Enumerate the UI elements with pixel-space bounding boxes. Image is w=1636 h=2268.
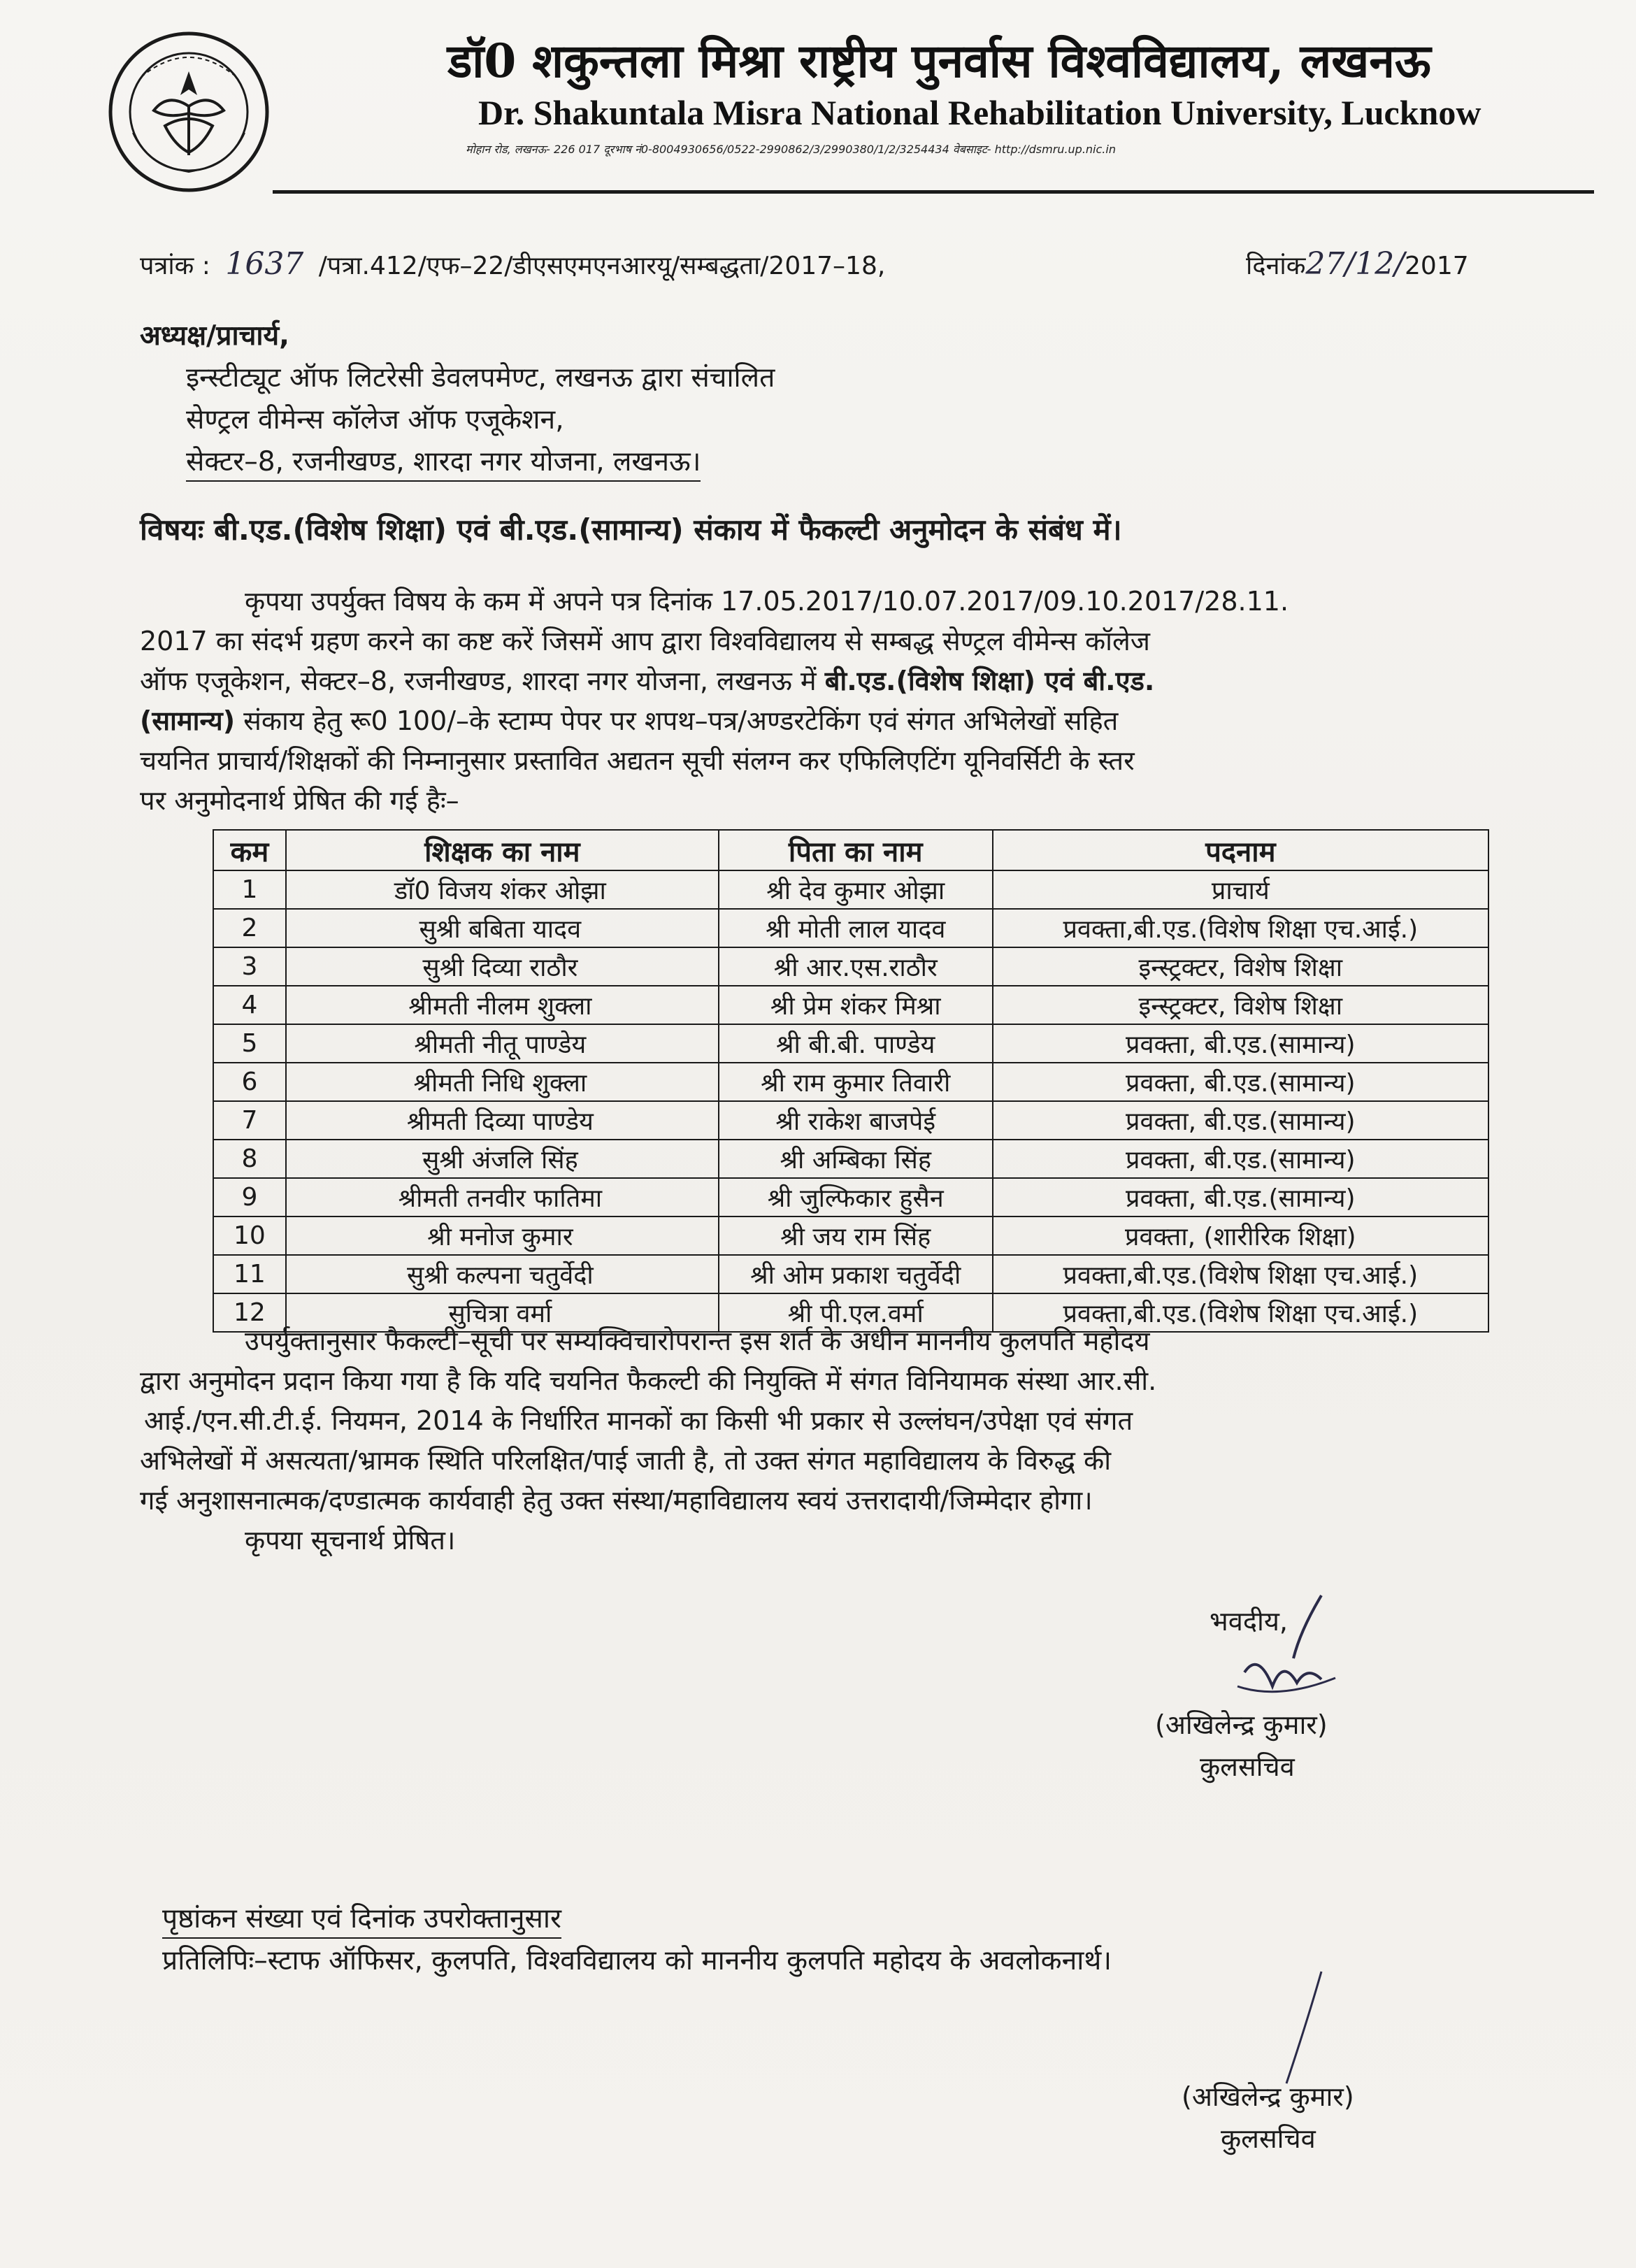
teacher-name-cell: सुश्री दिव्या राठौर bbox=[286, 947, 719, 986]
table-header-row bbox=[213, 830, 1488, 870]
body-paragraph-2 bbox=[140, 1321, 1489, 1560]
serial-cell: 9 bbox=[213, 1178, 286, 1216]
father-name-cell: श्री राम कुमार तिवारी bbox=[719, 1063, 993, 1101]
column-header-designation: पदनाम bbox=[993, 830, 1488, 870]
body2-line-4: अभिलेखों में असत्यता/भ्रामक स्थिति परिलक्षित/पाई जाती है, तो उक्त संगत महाविद्यालय के विरुद्ध की bbox=[140, 1445, 1112, 1476]
designation-cell: इन्स्ट्रक्टर, विशेष शिक्षा bbox=[993, 947, 1488, 986]
body1-line-5: चयनित प्राचार्य/शिक्षकों की निम्नानुसार प्रस्तावित अद्यतन सूची संलग्न कर एफिलिएटिंग यूनिवर्सिटी के स्तर bbox=[140, 745, 1135, 776]
addressee-line-1: अध्यक्ष/प्राचार्य, bbox=[140, 320, 289, 352]
designation-cell: इन्स्ट्रक्टर, विशेष शिक्षा bbox=[993, 986, 1488, 1024]
serial-cell: 10 bbox=[213, 1216, 286, 1255]
header-divider bbox=[273, 190, 1594, 194]
body1-line-4-bold: (सामान्य) bbox=[140, 705, 236, 736]
serial-cell: 1 bbox=[213, 870, 286, 909]
body2-line-5: गई अनुशासनात्मक/दण्डात्मक कार्यवाही हेतु उक्त संस्था/महाविद्यालय स्वयं उत्तरादायी/जिम्मेदार होगा। bbox=[140, 1485, 1093, 1516]
teacher-name-cell: श्रीमती नीलम शुक्ला bbox=[286, 986, 719, 1024]
closing-salutation: भवदीय, bbox=[1210, 1606, 1288, 1637]
designation-cell: प्रवक्ता,बी.एड.(विशेष शिक्षा एच.आई.) bbox=[993, 1293, 1488, 1332]
father-name-cell: श्री बी.बी. पाण्डेय bbox=[719, 1024, 993, 1063]
father-name-cell: श्री मोती लाल यादव bbox=[719, 909, 993, 947]
serial-cell: 2 bbox=[213, 909, 286, 947]
teacher-name-cell: सुचित्रा वर्मा bbox=[286, 1293, 719, 1332]
column-header-serial: कम bbox=[213, 830, 286, 870]
copy-to-line: प्रतिलिपिः–स्टाफ ऑफिसर, कुलपति, विश्वविद्यालय को माननीय कुलपति महोदय के अवलोकनार्थ। bbox=[162, 1945, 1112, 1976]
designation-cell: प्रवक्ता, (शारीरिक शिक्षा) bbox=[993, 1216, 1488, 1255]
father-name-cell: श्री राकेश बाजपेई bbox=[719, 1101, 993, 1140]
column-header-father-name: पिता का नाम bbox=[719, 830, 993, 870]
designation-cell: प्रवक्ता, बी.एड.(सामान्य) bbox=[993, 1024, 1488, 1063]
date-label: दिनांक bbox=[1246, 252, 1306, 280]
table-row bbox=[213, 909, 1488, 947]
designation-cell: प्रवक्ता, बी.एड.(सामान्य) bbox=[993, 1140, 1488, 1178]
serial-cell: 8 bbox=[213, 1140, 286, 1178]
body1-line-4 bbox=[140, 701, 1489, 741]
father-name-cell: श्री देव कुमार ओझा bbox=[719, 870, 993, 909]
teacher-name-cell: सुश्री कल्पना चतुर्वेदी bbox=[286, 1255, 719, 1293]
body2-line-6: कृपया सूचनार्थ प्रेषित। bbox=[245, 1525, 456, 1556]
reference-date bbox=[1246, 246, 1469, 282]
addressee-line-2: इन्स्टीट्यूट ऑफ लिटरेसी डेवलपमेण्ट, लखनऊ द्वारा संचालित bbox=[186, 362, 775, 394]
designation-cell: प्रवक्ता, बी.एड.(सामान्य) bbox=[993, 1101, 1488, 1140]
father-name-cell: श्री जय राम सिंह bbox=[719, 1216, 993, 1255]
addressee-line-4 bbox=[186, 442, 701, 479]
column-header-teacher-name: शिक्षक का नाम bbox=[286, 830, 719, 870]
addressee-line-3: सेण्ट्रल वीमेन्स कॉलेज ऑफ एजूकेशन, bbox=[186, 404, 564, 436]
body1-line-2: 2017 का संदर्भ ग्रहण करने का कष्ट करें जिसमें आप द्वारा विश्वविद्यालय से सम्बद्ध सेण्ट्रल वीमेन्स कॉलेज bbox=[140, 626, 1150, 656]
body2-line-3: आई./एन.सी.टी.ई. नियमन, 2014 के निर्धारित मानकों का किसी भी प्रकार से उल्लंघन/उपेक्षा एवं संगत bbox=[144, 1405, 1133, 1436]
table-row bbox=[213, 1255, 1488, 1293]
endorsement-heading-text: पृष्ठांकन संख्या एवं दिनांक उपरोक्तानुसार bbox=[162, 1903, 561, 1939]
teacher-name-cell: श्रीमती दिव्या पाण्डेय bbox=[286, 1101, 719, 1140]
serial-cell: 12 bbox=[213, 1293, 286, 1332]
table-row bbox=[213, 947, 1488, 986]
designation-cell: प्राचार्य bbox=[993, 870, 1488, 909]
body1-line-3-text: ऑफ एजूकेशन, सेक्टर–8, रजनीखण्ड, शारदा नगर योजना, लखनऊ में bbox=[140, 666, 825, 696]
table-row bbox=[213, 1140, 1488, 1178]
date-handwritten: 27/12/ bbox=[1305, 246, 1405, 282]
teacher-name-cell: सुश्री बबिता यादव bbox=[286, 909, 719, 947]
designation-cell: प्रवक्ता, बी.एड.(सामान्य) bbox=[993, 1063, 1488, 1101]
reference-line bbox=[140, 246, 885, 282]
reference-number-handwritten: 1637 bbox=[225, 246, 304, 282]
signatory-title-1: कुलसचिव bbox=[1200, 1751, 1295, 1782]
handwritten-signature-1 bbox=[1217, 1581, 1370, 1714]
signatory-name-2: (अखिलेन्द्र कुमार) bbox=[1182, 2081, 1354, 2112]
designation-cell: प्रवक्ता, बी.एड.(सामान्य) bbox=[993, 1178, 1488, 1216]
university-seal-logo bbox=[105, 28, 273, 196]
table-row bbox=[213, 1178, 1488, 1216]
teacher-name-cell: श्रीमती निधि शुक्ला bbox=[286, 1063, 719, 1101]
teacher-name-cell: सुश्री अंजलि सिंह bbox=[286, 1140, 719, 1178]
university-name-hindi: डॉ0 शकुन्तला मिश्रा राष्ट्रीय पुनर्वास विश्वविद्यालय, लखनऊ bbox=[447, 34, 1431, 88]
body1-line-1: कृपया उपर्युक्त विषय के कम में अपने पत्र दिनांक 17.05.2017/10.07.2017/09.10.2017/28.11. bbox=[245, 586, 1289, 617]
table-row bbox=[213, 870, 1488, 909]
serial-cell: 6 bbox=[213, 1063, 286, 1101]
table-row bbox=[213, 1101, 1488, 1140]
body1-line-3-bold: बी.एड.(विशेष शिक्षा) एवं बी.एड. bbox=[824, 666, 1155, 696]
teacher-name-cell: श्री मनोज कुमार bbox=[286, 1216, 719, 1255]
teacher-name-cell: डॉ0 विजय शंकर ओझा bbox=[286, 870, 719, 909]
body1-line-3 bbox=[140, 661, 1489, 701]
faculty-table bbox=[213, 829, 1489, 1333]
father-name-cell: श्री ओम प्रकाश चतुर्वेदी bbox=[719, 1255, 993, 1293]
date-year: 2017 bbox=[1405, 252, 1469, 280]
signatory-title-2: कुलसचिव bbox=[1221, 2123, 1316, 2154]
father-name-cell: श्री अम्बिका सिंह bbox=[719, 1140, 993, 1178]
serial-cell: 7 bbox=[213, 1101, 286, 1140]
addressee-address: सेक्टर–8, रजनीखण्ड, शारदा नगर योजना, लखनऊ। bbox=[186, 446, 701, 482]
signatory-name-1: (अखिलेन्द्र कुमार) bbox=[1155, 1709, 1328, 1740]
table-row bbox=[213, 986, 1488, 1024]
designation-cell: प्रवक्ता,बी.एड.(विशेष शिक्षा एच.आई.) bbox=[993, 1255, 1488, 1293]
father-name-cell: श्री जुल्फिकार हुसैन bbox=[719, 1178, 993, 1216]
reference-text: /पत्रा.412/एफ–22/डीएसएमएनआरयू/सम्बद्धता/2017–18, bbox=[318, 252, 886, 280]
body1-line-6: पर अनुमोदनार्थ प्रेषित की गई हैः– bbox=[140, 785, 459, 816]
university-address: मोहान रोड, लखनऊ- 226 017 दूरभाष नं0-8004930656/0522-2990862/3/2990380/1/2/3254434 वेबसाइट- http://dsmru.up.nic.in bbox=[466, 143, 1116, 156]
endorsement-heading bbox=[162, 1899, 561, 1936]
designation-cell: प्रवक्ता,बी.एड.(विशेष शिक्षा एच.आई.) bbox=[993, 909, 1488, 947]
body1-line-4-text: संकाय हेतु रू0 100/–के स्टाम्प पेपर पर शपथ–पत्र/अण्डरटेकिंग एवं संगत अभिलेखों सहित bbox=[235, 705, 1119, 736]
table-row bbox=[213, 1216, 1488, 1255]
body-paragraph-1 bbox=[140, 582, 1489, 821]
serial-cell: 3 bbox=[213, 947, 286, 986]
serial-cell: 5 bbox=[213, 1024, 286, 1063]
father-name-cell: श्री पी.एल.वर्मा bbox=[719, 1293, 993, 1332]
serial-cell: 11 bbox=[213, 1255, 286, 1293]
teacher-name-cell: श्रीमती नीतू पाण्डेय bbox=[286, 1024, 719, 1063]
father-name-cell: श्री प्रेम शंकर मिश्रा bbox=[719, 986, 993, 1024]
father-name-cell: श्री आर.एस.राठौर bbox=[719, 947, 993, 986]
table-row bbox=[213, 1063, 1488, 1101]
body2-line-1: उपर्युक्तानुसार फैकल्टी–सूची पर सम्यक्विचारोपरान्त इस शर्त के अधीन माननीय कुलपति महोदय bbox=[245, 1326, 1150, 1356]
body2-line-2: द्वारा अनुमोदन प्रदान किया गया है कि यदि चयनित फैकल्टी की नियुक्ति में संगत विनियामक संस्था आर.सी. bbox=[140, 1365, 1157, 1396]
faculty-table-body bbox=[213, 870, 1488, 1332]
subject-line: विषयः बी.एड.(विशेष शिक्षा) एवं बी.एड.(सामान्य) संकाय में फैकल्टी अनुमोदन के संबंध में। bbox=[140, 512, 1122, 547]
handwritten-signature-2 bbox=[1258, 1965, 1342, 2090]
reference-label: पत्रांक : bbox=[140, 252, 210, 280]
university-name-english: Dr. Shakuntala Misra National Rehabilitation University, Lucknow bbox=[478, 93, 1481, 132]
table-row bbox=[213, 1024, 1488, 1063]
serial-cell: 4 bbox=[213, 986, 286, 1024]
teacher-name-cell: श्रीमती तनवीर फातिमा bbox=[286, 1178, 719, 1216]
